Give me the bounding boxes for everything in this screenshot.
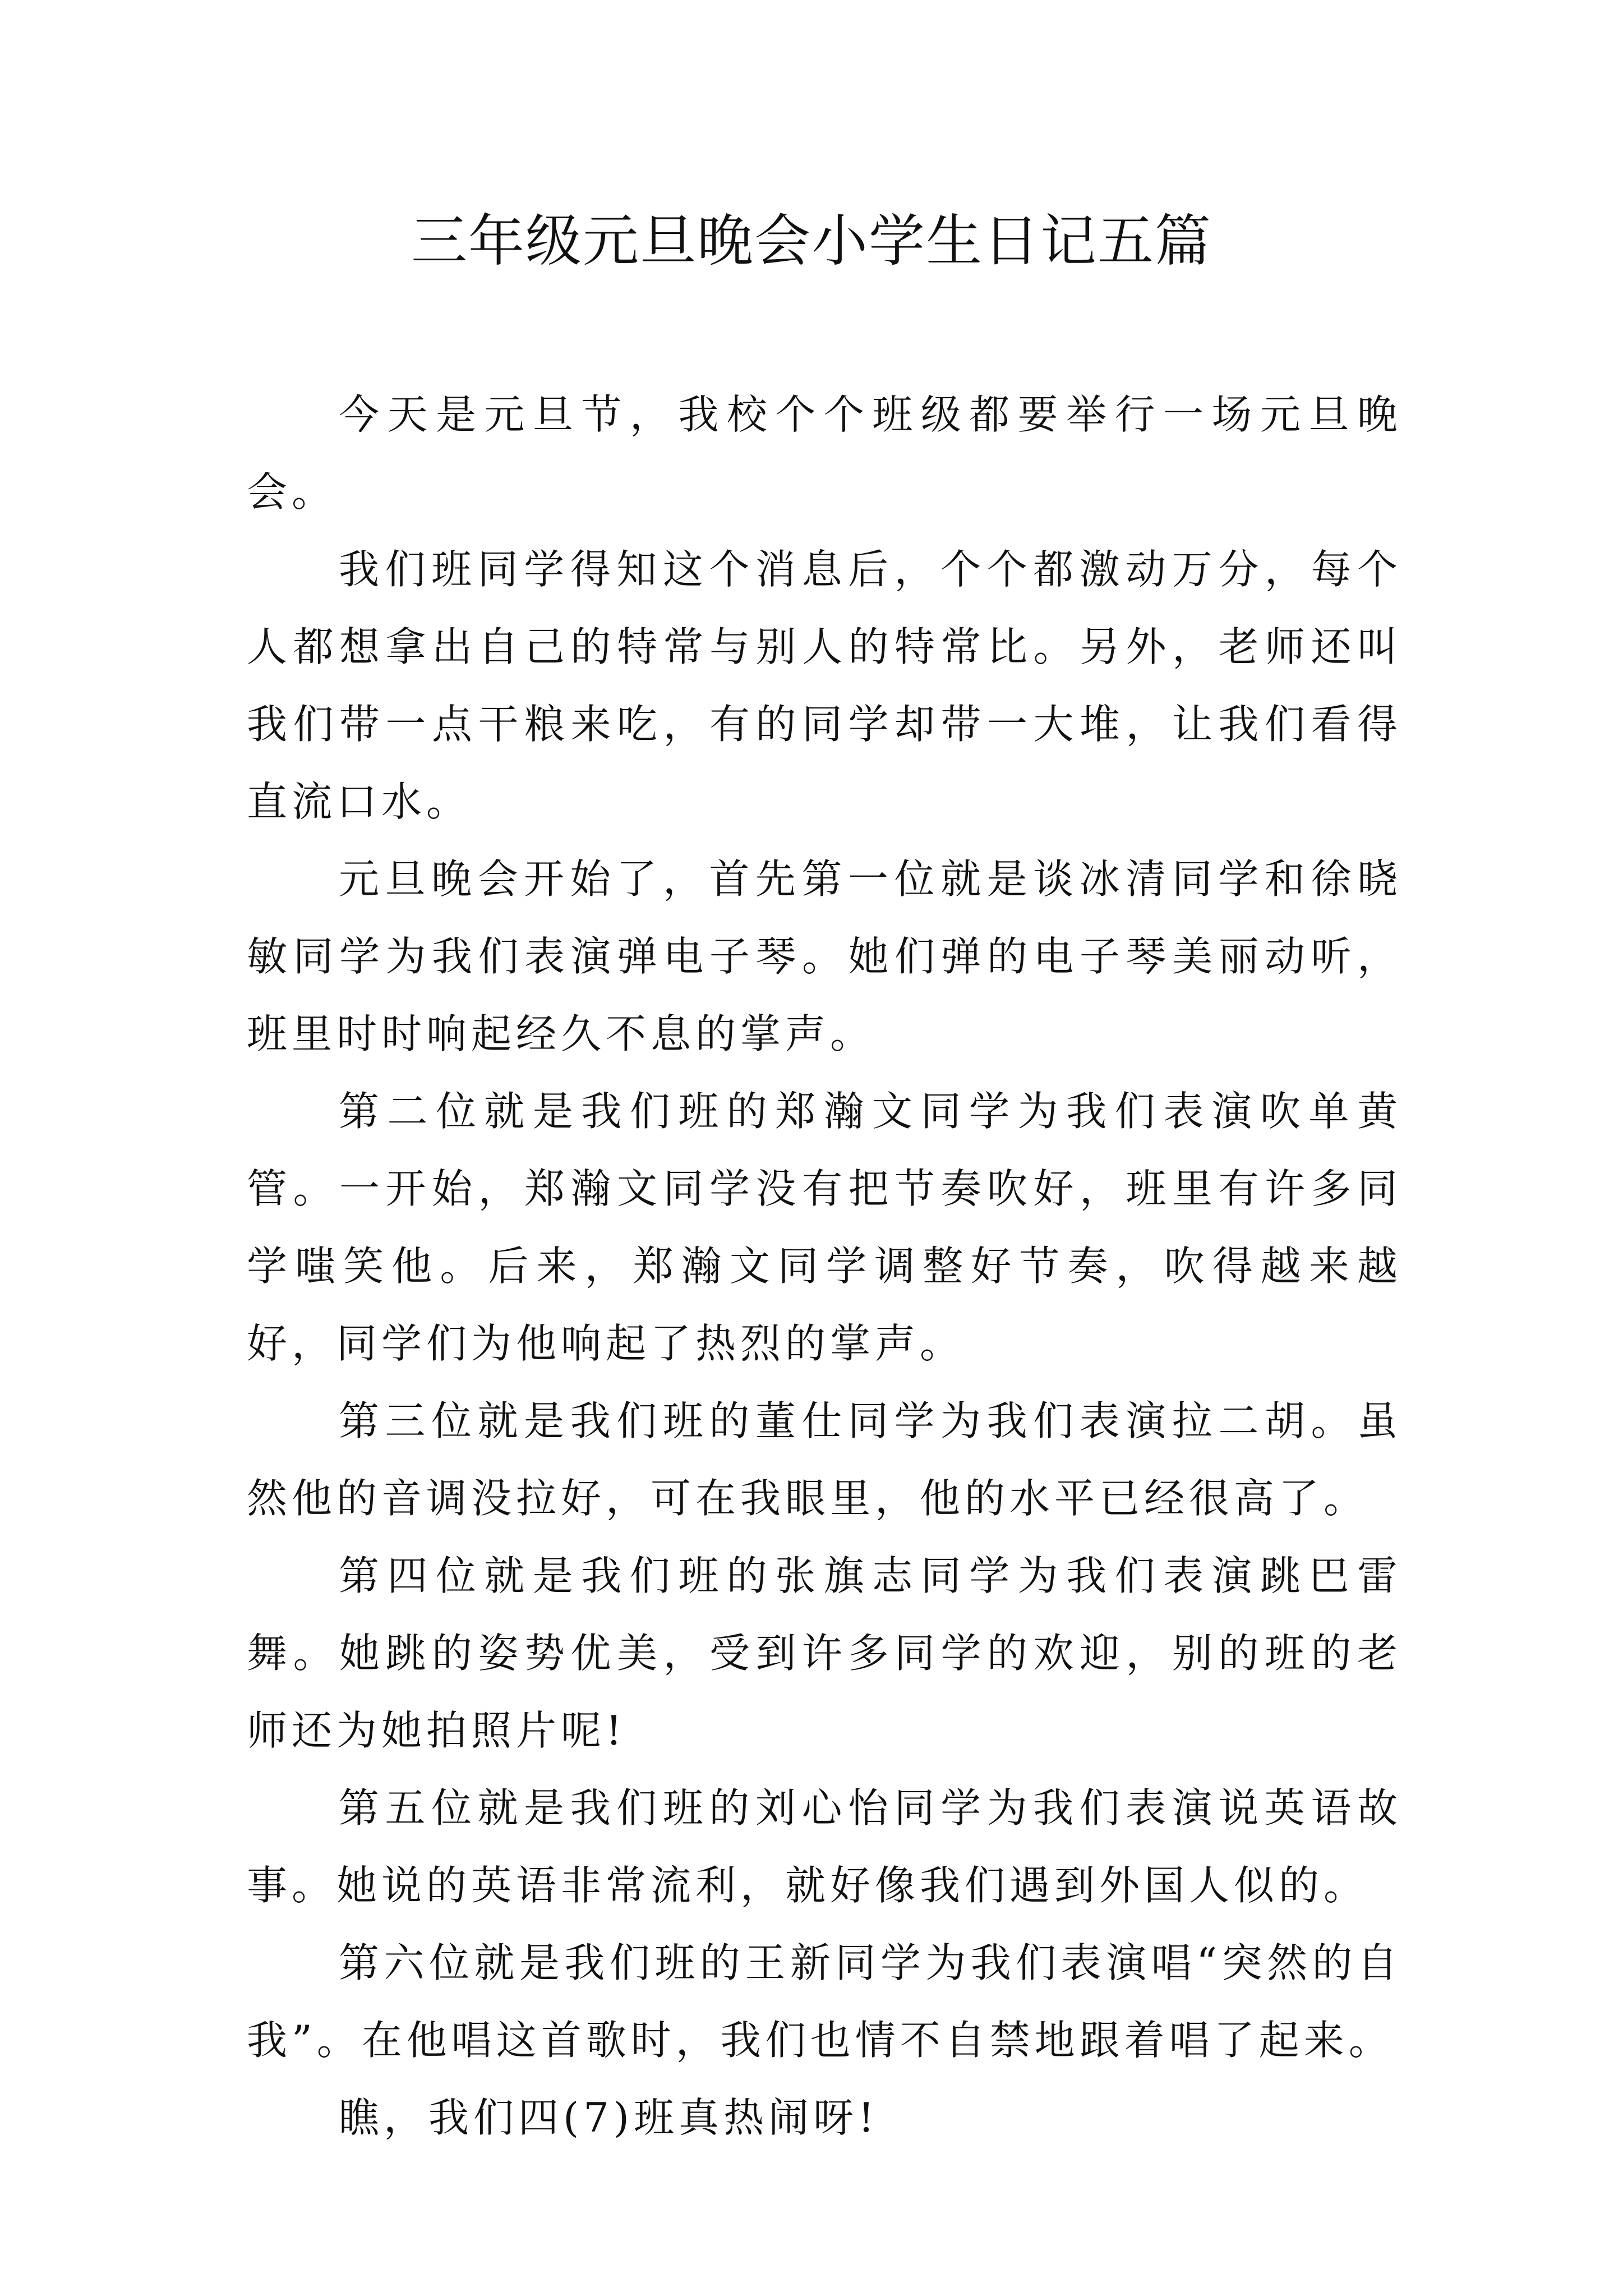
paragraph-4: 第二位就是我们班的郑瀚文同学为我们表演吹单黄管。一开始，郑瀚文同学没有把节奏吹好，班里有许多同学嗤笑他。后来，郑瀚文同学调整好节奏，吹得越来越好，同学们为他响起了热烈的掌声。	[247, 1088, 1402, 1367]
paragraph-9: 瞧，我们四(7)班真热闹呀!	[339, 2094, 879, 2141]
document-title: 三年级元旦晚会小学生日记五篇	[411, 208, 1212, 274]
paragraph-5: 第三位就是我们班的董仕同学为我们表演拉二胡。虽然他的音调没拉好，可在我眼里，他的水平已经很高了。	[247, 1397, 1402, 1522]
paragraph-2: 我们班同学得知这个消息后，个个都激动万分，每个人都想拿出自己的特常与别人的特常比。另外，老师还叫我们带一点干粮来吃，有的同学却带一大堆，让我们看得直流口水。	[247, 546, 1402, 825]
paragraph-3: 元旦晚会开始了，首先第一位就是谈冰清同学和徐晓敏同学为我们表演弹电子琴。她们弹的电子琴美丽动听，班里时时响起经久不息的掌声。	[247, 855, 1402, 1057]
paragraph-1: 今天是元旦节，我校个个班级都要举行一场元旦晚会。	[247, 391, 1402, 516]
document-body	[247, 376, 1402, 2156]
paragraph-6: 第四位就是我们班的张旗志同学为我们表演跳巴雷舞。她跳的姿势优美，受到许多同学的欢迎，别的班的老师还为她拍照片呢!	[247, 1552, 1402, 1754]
paragraph-7: 第五位就是我们班的刘心怡同学为我们表演说英语故事。她说的英语非常流利，就好像我们遇到外国人似的。	[247, 1784, 1402, 1909]
paragraph-8: 第六位就是我们班的王新同学为我们表演唱“突然的自我”。在他唱这首歌时，我们也情不自禁地跟着唱了起来。	[247, 1939, 1402, 2064]
